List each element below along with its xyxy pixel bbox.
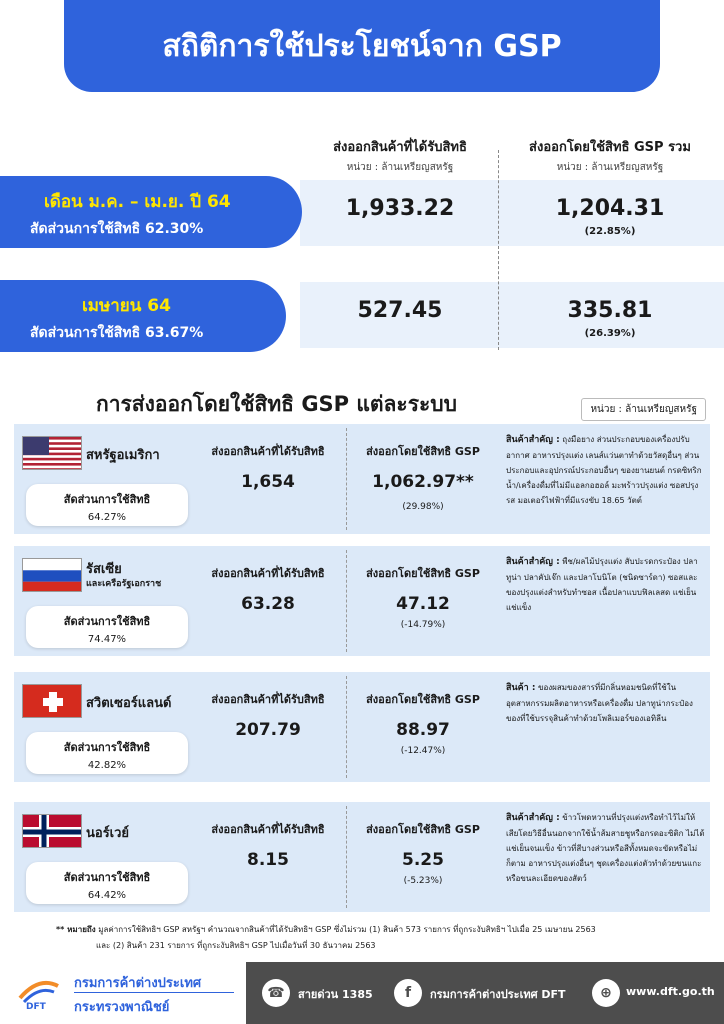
- eligible-heading: ส่งออกสินค้าที่ได้รับสิทธิ: [211, 693, 325, 706]
- used-pct: (-12.47%): [400, 746, 446, 756]
- country-card-usa: [14, 424, 710, 534]
- footnote-heading: ** หมายถึง: [56, 925, 96, 934]
- summary-eligible-value: 527.45: [357, 298, 443, 323]
- product-text: พืช/ผลไม้ปรุงแต่ง สับปะรดกระป๋อง ปลาทูน่า ปลาคัปเจ๊ก และปลาโบนิโต (ชนิดซาร์ดา) ซอสและของปรุงแต่งสำหรับทำซอส เนื้อปลาแบบฟิลเลสด แช่เย็น แช่แข็ง: [506, 557, 698, 612]
- summary-col2-unit: หน่วย : ล้านเหรียญสหรัฐ: [556, 162, 664, 173]
- product-description: [506, 680, 706, 726]
- footer-logo-box: [0, 962, 246, 1024]
- product-heading: สินค้าสำคัญ :: [506, 435, 560, 445]
- footer-bar: [0, 962, 724, 1024]
- card-divider: [346, 550, 347, 652]
- dft-logo-text: DFT: [26, 1002, 46, 1012]
- used-value: 1,062.97**: [372, 472, 474, 492]
- page-title: สถิติการใช้ประโยชน์จาก GSP: [64, 0, 660, 92]
- summary-util-label: สัดส่วนการใช้สิทธิ 63.67%: [30, 325, 204, 341]
- country-name: นอร์เวย์: [86, 826, 130, 841]
- used-pct: (-5.23%): [403, 876, 443, 886]
- used-heading: ส่งออกโดยใช้สิทธิ GSP: [366, 693, 480, 706]
- summary-col2-heading: ส่งออกโดยใช้สิทธิ GSP รวม: [529, 140, 691, 155]
- summary-used-pct: (26.39%): [584, 328, 636, 339]
- used-value: 47.12: [396, 594, 450, 614]
- country-card-russia: [14, 546, 710, 656]
- util-value: 74.47%: [87, 634, 127, 645]
- summary-util-label: สัดส่วนการใช้สิทธิ 62.30%: [30, 221, 204, 237]
- country-card-norway: [14, 802, 710, 912]
- util-box: [26, 862, 188, 904]
- used-pct: (-14.79%): [400, 620, 446, 630]
- product-text: ของผสมของสารที่มีกลิ่นหอมชนิดที่ใช้ในอุตสาหกรรมผลิตอาหารหรือเครื่องดื่ม ปลาทูน่ากระป๋อง ของที่ใช้บรรจุสินค้าทำด้วยโพลิเมอร์ของเอทิลีน: [506, 683, 693, 723]
- summary-eligible-value: 1,933.22: [345, 196, 455, 221]
- util-label: สัดส่วนการใช้สิทธิ: [63, 615, 151, 628]
- section-title: การส่งออกโดยใช้สิทธิ GSP แต่ละระบบ: [96, 392, 457, 416]
- footnote: [56, 922, 696, 954]
- summary-used-value: 335.81: [567, 298, 653, 323]
- footer-website[interactable]: www.dft.go.th: [626, 985, 715, 998]
- summary-period-pill-1: [0, 176, 302, 248]
- footer-hotline[interactable]: สายด่วน 1385: [298, 988, 373, 1001]
- used-heading: ส่งออกโดยใช้สิทธิ GSP: [366, 445, 480, 458]
- country-name: รัสเซีย: [86, 562, 122, 577]
- summary-period-pill-2: [0, 280, 286, 352]
- util-label: สัดส่วนการใช้สิทธิ: [63, 741, 151, 754]
- used-pct: (29.98%): [402, 502, 444, 512]
- section-unit-tag: หน่วย : ล้านเหรียญสหรัฐ: [581, 398, 706, 421]
- product-heading: สินค้าสำคัญ :: [506, 557, 560, 567]
- country-name: สหรัฐอเมริกา: [86, 448, 160, 463]
- footer-org-name: กรมการค้าต่างประเทศ: [74, 976, 202, 991]
- eligible-value: 207.79: [235, 720, 301, 740]
- util-value: 64.27%: [87, 512, 127, 523]
- util-box: [26, 484, 188, 526]
- product-text: ข้าวโพดหวานที่ปรุงแต่งหรือทำไว้ไม่ให้เสียโดยวิธีอื่นนอกจากใช้น้ำส้มสายชูหรือกรดอะซิติก ไม่ได้แช่เย็นจนแข็ง ข้าวที่สีบางส่วนหรือสีทั้งหมดจะขัดหรือไม่ก็ตาม อาหารปรุงแต่งอื่นๆ ชุดเครื่องแต่งตัวทำด้วยขนแกะ หรือขนละเอียดของสัตว์: [506, 813, 705, 883]
- used-heading: ส่งออกโดยใช้สิทธิ GSP: [366, 567, 480, 580]
- swiss-flag-icon: [22, 684, 82, 718]
- russia-flag-icon: [22, 558, 82, 592]
- product-description: [506, 810, 706, 886]
- summary-used-value: 1,204.31: [555, 196, 665, 221]
- footnote-line-2: และ (2) สินค้า 231 รายการ ที่ถูกระงับสิทธิฯ GSP ไปเมื่อวันที่ 30 ธันวาคม 2563: [96, 941, 376, 950]
- footnote-line-1: มูลค่าการใช้สิทธิฯ GSP สหรัฐฯ คำนวณจากสินค้าที่ได้รับสิทธิฯ GSP ซึ่งไม่รวม (1) สินค้า 573 รายการ ที่ถูกระงับสิทธิฯ ไปเมื่อ 25 เมษายน 2563: [98, 925, 596, 934]
- country-name: สวิตเซอร์แลนด์: [86, 696, 172, 711]
- product-description: [506, 554, 706, 615]
- eligible-value: 8.15: [247, 850, 289, 870]
- summary-period-label: เมษายน 64: [82, 296, 171, 316]
- product-description: [506, 432, 706, 508]
- used-value: 88.97: [396, 720, 450, 740]
- phone-icon: ☎: [262, 979, 290, 1007]
- footer-facebook[interactable]: กรมการค้าต่างประเทศ DFT: [430, 988, 566, 1001]
- facebook-icon: f: [394, 979, 422, 1007]
- eligible-heading: ส่งออกสินค้าที่ได้รับสิทธิ: [211, 823, 325, 836]
- card-divider: [346, 806, 347, 908]
- footer-ministry-name: กระทรวงพาณิชย์: [74, 1000, 170, 1015]
- summary-period-label: เดือน ม.ค. – เม.ย. ปี 64: [44, 192, 231, 212]
- util-label: สัดส่วนการใช้สิทธิ: [63, 493, 151, 506]
- dft-logo-icon: [14, 972, 64, 1014]
- product-text: ถุงมือยาง ส่วนประกอบของเครื่องปรับอากาศ อาหารปรุงแต่ง เลนส์แว่นตาทำด้วยวัสดุอื่นๆ ส่วนประกอบและอุปกรณ์ประกอบอื่นๆ ของยานยนต์ กรดซิทริก น้ำ/เครื่องดื่มที่ไม่มีแอลกอฮอล์ มะพร้าวปรุงแต่ง ซอสปรุงรส มอเตอร์ไฟฟ้าที่มีแรงขับ 18.65 วัตต์: [506, 435, 702, 505]
- used-value: 5.25: [402, 850, 444, 870]
- util-value: 42.82%: [87, 760, 127, 771]
- card-divider: [346, 676, 347, 778]
- summary-used-pct: (22.85%): [584, 226, 636, 237]
- eligible-value: 1,654: [241, 472, 295, 492]
- eligible-value: 63.28: [241, 594, 295, 614]
- summary-col1-heading: ส่งออกสินค้าที่ได้รับสิทธิ: [333, 140, 467, 155]
- util-label: สัดส่วนการใช้สิทธิ: [63, 871, 151, 884]
- util-value: 64.42%: [87, 890, 127, 901]
- product-heading: สินค้าสำคัญ :: [506, 813, 560, 823]
- card-divider: [346, 428, 347, 530]
- util-box: [26, 732, 188, 774]
- footer-org-divider: [74, 992, 234, 993]
- norway-flag-icon: [22, 814, 82, 848]
- summary-col1-unit: หน่วย : ล้านเหรียญสหรัฐ: [346, 162, 454, 173]
- product-heading: สินค้า :: [506, 683, 536, 693]
- globe-icon: ⊕: [592, 979, 620, 1007]
- country-card-switzerland: [14, 672, 710, 782]
- eligible-heading: ส่งออกสินค้าที่ได้รับสิทธิ: [211, 567, 325, 580]
- country-subname: และเครือรัฐเอกราช: [86, 579, 162, 589]
- us-flag-icon: [22, 436, 82, 470]
- used-heading: ส่งออกโดยใช้สิทธิ GSP: [366, 823, 480, 836]
- util-box: [26, 606, 188, 648]
- eligible-heading: ส่งออกสินค้าที่ได้รับสิทธิ: [211, 445, 325, 458]
